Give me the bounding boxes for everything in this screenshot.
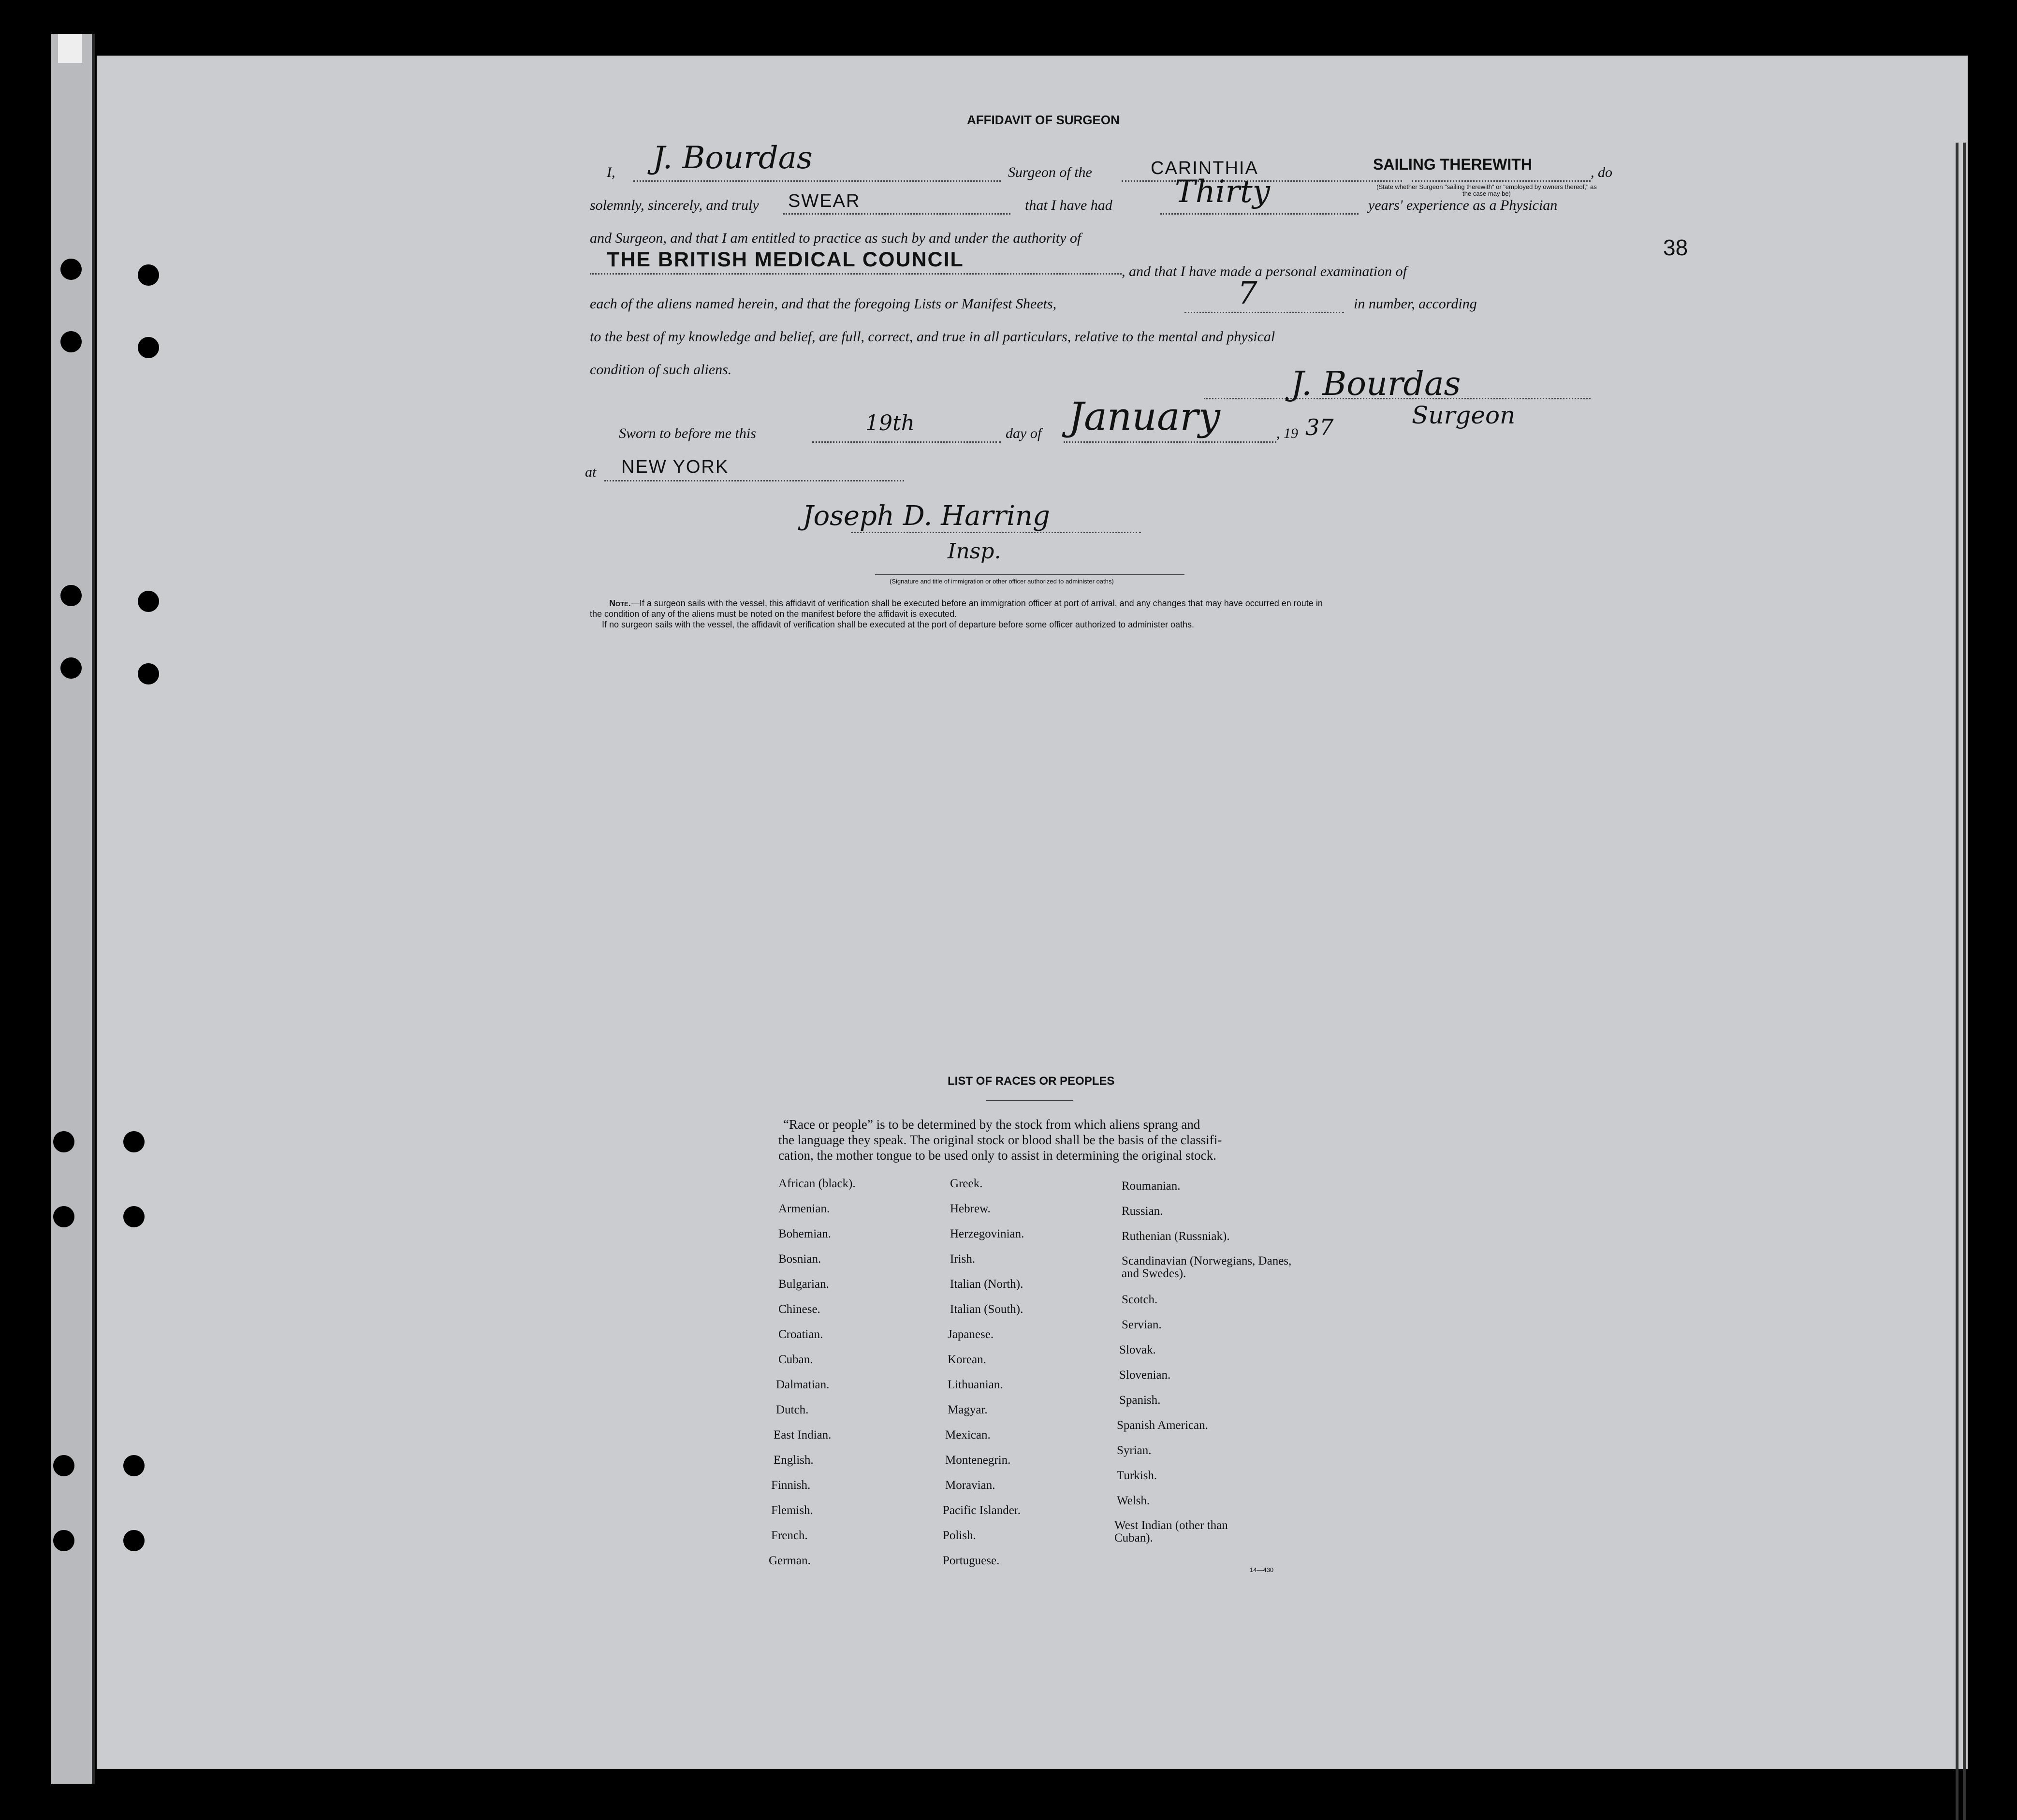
race-item: Pacific Islander. [943, 1504, 1021, 1517]
affidavit-text: that I have had [1025, 197, 1112, 213]
race-item: Chinese. [778, 1303, 820, 1316]
affidavit-text: , and that I have made a personal examination of [1122, 263, 1407, 279]
officer-caption: (Signature and title of immigration or other officer authorized to administer oaths) [890, 578, 1114, 585]
note-line-1 [609, 598, 1323, 609]
fill-line [1064, 441, 1276, 443]
punch-hole [53, 1530, 74, 1551]
affidavit-text: I, [607, 164, 615, 180]
race-item: Finnish. [771, 1479, 811, 1492]
race-item: Slovak. [1119, 1343, 1156, 1356]
race-item: English. [774, 1454, 814, 1467]
oath-word: SWEAR [788, 191, 861, 211]
sworn-place: NEW YORK [621, 457, 729, 477]
race-item: Mexican. [945, 1428, 991, 1441]
punch-hole [123, 1530, 145, 1551]
affidavit-text: , do [1591, 164, 1612, 180]
affidavit-text: at [585, 464, 597, 480]
punch-hole [123, 1131, 145, 1152]
sailing-status: SAILING THEREWITH [1373, 156, 1532, 173]
affidavit-text: to the best of my knowledge and belief, are full, correct, and true in all particulars, relative to the mental and physical [590, 329, 1275, 345]
race-item: French. [771, 1529, 808, 1542]
race-item: Magyar. [948, 1403, 988, 1416]
race-item: Armenian. [778, 1202, 830, 1215]
sworn-year-handwritten: 37 [1305, 414, 1334, 440]
race-item: Bosnian. [778, 1252, 821, 1266]
race-item: Scandinavian (Norwegians, Danes, and Swedes). [1122, 1254, 1292, 1280]
fill-line [1160, 213, 1359, 215]
punch-hole [138, 337, 159, 358]
race-item: Greek. [950, 1177, 983, 1190]
race-item: Herzegovinian. [950, 1227, 1024, 1240]
race-item: Croatian. [778, 1328, 823, 1341]
races-intro-line-2: the language they speak. The original stock or blood shall be the basis of the classifi- [778, 1133, 1222, 1147]
punch-hole [138, 663, 159, 684]
punch-hole [138, 264, 159, 286]
race-item: Spanish. [1119, 1394, 1161, 1407]
document-page [97, 56, 1968, 1769]
race-item: East Indian. [774, 1428, 832, 1441]
affidavit-text: day of [1006, 425, 1042, 441]
races-title: LIST OF RACES OR PEOPLES [948, 1075, 1115, 1088]
note-line-2: the condition of any of the aliens must be noted on the manifest before the affidavit is executed. [590, 609, 957, 619]
page-edge-line [1956, 143, 1959, 1820]
affidavit-text: , 19 [1276, 425, 1298, 441]
race-item: Japanese. [948, 1328, 994, 1341]
signature-rule [875, 574, 1184, 575]
race-item: Italian (North). [950, 1278, 1023, 1291]
race-item: Irish. [950, 1252, 976, 1266]
affidavit-text: Surgeon of the [1008, 164, 1092, 180]
officer-signature: Joseph D. Harring [803, 500, 1050, 532]
licensing-authority: THE BRITISH MEDICAL COUNCIL [607, 248, 964, 271]
fill-line [604, 480, 904, 481]
punch-hole [138, 591, 159, 612]
affidavit-text: and Surgeon, and that I am entitled to practice as such by and under the authority of [590, 230, 1082, 246]
punch-hole [60, 259, 82, 280]
fill-line [633, 180, 1001, 182]
note-line-3: If no surgeon sails with the vessel, the affidavit of verification shall be executed at the port of departure before some officer authorized to administer oaths. [602, 620, 1195, 629]
race-item: Portuguese. [943, 1554, 1000, 1567]
fill-line [851, 532, 1141, 533]
race-item: Hebrew. [950, 1202, 991, 1215]
ship-name: CARINTHIA [1151, 158, 1258, 178]
race-item: Russian. [1122, 1205, 1163, 1218]
race-item: Cuban. [778, 1353, 813, 1366]
race-item: West Indian (other than Cuban). [1114, 1519, 1228, 1544]
race-item: Turkish. [1117, 1469, 1157, 1482]
title-rule [986, 1100, 1073, 1101]
race-item: Syrian. [1117, 1444, 1152, 1457]
punch-hole [53, 1131, 74, 1152]
race-item: Bulgarian. [778, 1278, 829, 1291]
sailing-note: (State whether Surgeon "sailing therewith" or "employed by owners thereof," as the case may be) [1376, 183, 1597, 197]
race-item: Montenegrin. [945, 1454, 1011, 1467]
fill-line [783, 213, 1010, 215]
affidavit-text: years' experience as a Physician [1368, 197, 1558, 213]
surgeon-name-handwritten: J. Bourdas [653, 140, 813, 176]
race-item: Scotch. [1122, 1293, 1158, 1306]
punch-hole [123, 1206, 145, 1227]
race-item: Flemish. [771, 1504, 813, 1517]
affidavit-text: solemnly, sincerely, and truly [590, 197, 759, 213]
fill-line [812, 441, 1001, 443]
race-item: Dutch. [776, 1403, 809, 1416]
punch-hole [53, 1206, 74, 1227]
race-item: Servian. [1122, 1318, 1162, 1331]
page-edge-line [1963, 143, 1966, 1820]
fill-line [1412, 180, 1591, 182]
race-item: Bohemian. [778, 1227, 832, 1240]
punch-hole [53, 1455, 74, 1476]
race-item: Lithuanian. [948, 1378, 1003, 1391]
affidavit-text: each of the aliens named herein, and that the foregoing Lists or Manifest Sheets, [590, 296, 1057, 312]
races-intro-line-3: cation, the mother tongue to be used only to assist in determining the original stock. [778, 1148, 1216, 1163]
race-item: Polish. [943, 1529, 976, 1542]
sworn-day-handwritten: 19th [865, 411, 915, 436]
race-item: Welsh. [1117, 1494, 1150, 1507]
years-handwritten: Thirty [1175, 174, 1270, 210]
race-item: Spanish American. [1117, 1419, 1208, 1432]
affidavit-text: in number, according [1354, 296, 1477, 312]
note-text: —If a surgeon sails with the vessel, this affidavit of verification shall be executed before an immigration officer at port of arrival, and any changes that may have occurred en route in [630, 598, 1323, 608]
surgeon-title-handwritten: Surgeon [1412, 401, 1516, 429]
races-intro-line-1: “Race or people” is to be determined by the stock from which aliens sprang and [783, 1117, 1200, 1132]
race-item: African (black). [778, 1177, 856, 1190]
punch-hole [60, 331, 82, 352]
race-item: Moravian. [945, 1479, 995, 1492]
surgeon-signature: J. Bourdas [1291, 365, 1461, 403]
race-item: Dalmatian. [776, 1378, 830, 1391]
binding-edge [51, 34, 95, 1784]
affidavit-text: Sworn to before me this [619, 425, 756, 441]
race-item: Slovenian. [1119, 1369, 1171, 1382]
affidavit-title: AFFIDAVIT OF SURGEON [967, 113, 1120, 127]
note-label: Note. [609, 598, 631, 608]
race-item: German. [769, 1554, 811, 1567]
page-number: 38 [1663, 235, 1688, 260]
binding-tab [58, 34, 82, 63]
fill-line [1184, 312, 1344, 313]
race-item: Ruthenian (Russniak). [1122, 1230, 1230, 1243]
officer-title-handwritten: Insp. [948, 539, 1001, 564]
affidavit-text: condition of such aliens. [590, 362, 732, 378]
race-item: Roumanian. [1122, 1179, 1181, 1193]
punch-hole [123, 1455, 145, 1476]
form-code: 14—430 [1250, 1566, 1274, 1573]
sheets-count-handwritten: 7 [1238, 276, 1257, 311]
race-item: Korean. [948, 1353, 986, 1366]
fill-line [590, 273, 1122, 275]
sworn-month-handwritten: January [1068, 394, 1220, 439]
race-item: Italian (South). [950, 1303, 1023, 1316]
punch-hole [60, 585, 82, 606]
punch-hole [60, 657, 82, 679]
